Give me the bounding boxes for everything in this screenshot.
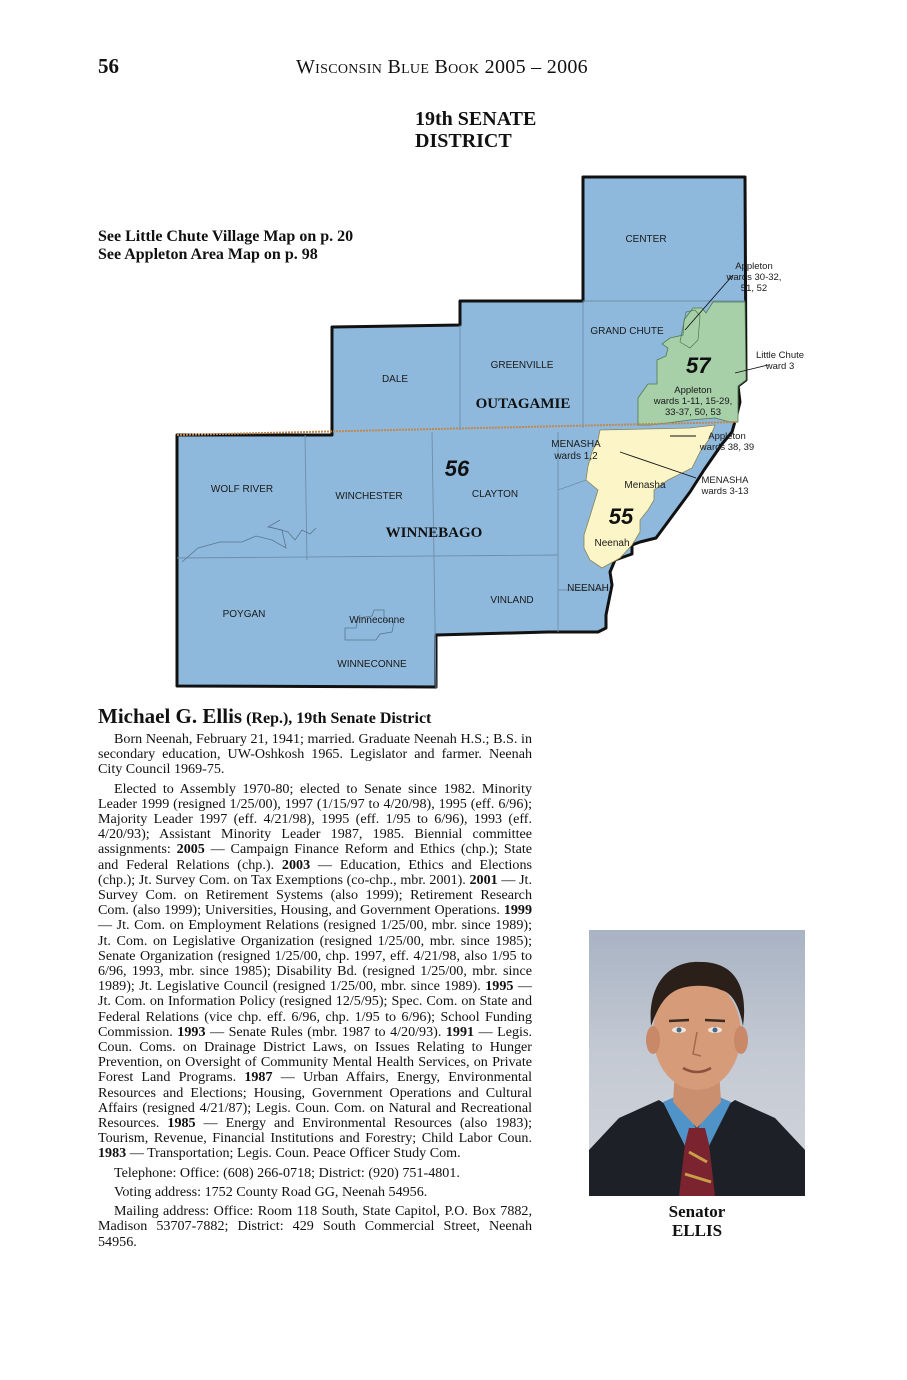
callout-appleton-1-line2: wards 1-11, 15-29, [653,396,733,407]
town-label-winneconne-village: Winneconne [349,615,405,626]
portrait-caption [589,1202,805,1240]
town-label-menasha-wards-line2: wards 1,2 [554,451,598,462]
county-label-outagamie: OUTAGAMIE [475,396,571,412]
portrait-caption-line1: Senator [668,1202,726,1221]
town-label-greenville: GREENVILLE [490,360,554,371]
callout-appleton-38-line2: wards 38, 39 [699,442,755,453]
town-label-poygan: POYGAN [222,609,266,620]
session-year: 2001 [469,871,498,888]
map-title-line2: DISTRICT [415,130,512,152]
callout-menasha-3-line1: MENASHA [701,475,749,486]
session-year: 1999 [503,902,532,919]
town-label-menasha-city: Menasha [624,480,666,491]
town-label-wolf-river: WOLF RIVER [210,484,274,495]
session-year: 1995 [485,978,514,995]
district-number-56: 56 [444,456,470,481]
map-reference-appleton: See Appleton Area Map on p. 98 [98,246,318,263]
bio-text: — Energy and Environmental Resources (also 1983); Tourism, Revenue, Financial Institutions and Forestry; Child Labor Coun. [98,1115,532,1147]
session-year: 1985 [167,1115,196,1132]
county-label-winnebago: WINNEBAGO [385,525,483,541]
session-year: 1983 [98,1145,127,1162]
bio-text: — Campaign Finance Reform and Ethics (chp.); State and Federal Relations (chp.). [98,841,532,873]
bio-text: Elected to Assembly 1970-80; elected to Senate since 1982. Minority Leader 1999 (resigned 1/25/00), 1997 (1/15/97 to 4/20/98), 1995 (eff. 6/96); Majority Leader 1997 (eff. 4/21/98), 1995 (eff. 1/95 to 6/96), 1993 (eff. 4/20/93); Assistant Minority Leader 1987, 1985. Biennial committee assignments: [98,780,532,858]
bio-text: — Jt. Com. on Information Policy (resigned 12/5/95); Spec. Com. on State and Federal Relations (vice chp. eff. 6/96, chp. 1/95 to 6/96); School Funding Commission. [98,978,533,1040]
running-title: Wisconsin Blue Book 2005 – 2006 [296,56,588,78]
map-title [415,108,536,152]
session-year: 2005 [176,841,205,858]
town-label-menasha-wards-line1: MENASHA [551,439,601,450]
portrait-caption-line2: ELLIS [671,1221,723,1240]
town-label-dale: DALE [381,374,409,385]
district-map [170,170,805,695]
senator-name: Michael G. Ellis [98,704,243,728]
town-label-grand-chute: GRAND CHUTE [590,326,664,337]
session-year: 1993 [177,1023,206,1040]
callout-appleton-1-line3: 33-37, 50, 53 [665,407,721,418]
district-number-55: 55 [608,504,634,529]
bio-legislative-paragraph [98,782,532,1162]
bio-text: — Legis. Coun. Coms. on Drainage District Laws, on Issues Relating to Hunger Prevention, on Oversight of Community Mental Health Services, on Private Forest Land Programs. [98,1023,532,1086]
senator-biography [98,704,532,1254]
callout-little-chute-line2: ward 3 [765,361,795,372]
callout-appleton-30-line3: 51, 52 [740,283,768,294]
callout-appleton-38-line1: Appleton [708,431,746,442]
bio-text: — Jt. Survey Com. on Retirement Systems (also 1999); Retirement Research Com. (also 1999); Universities, Housing, and Government Operations. [98,871,532,919]
callout-menasha-3-line2: wards 3-13 [701,486,749,497]
session-year: 1991 [445,1023,475,1040]
bio-voting-address: Voting address: 1752 County Road GG, Neenah 54956. [114,1183,428,1200]
map-reference-little-chute: See Little Chute Village Map on p. 20 [98,228,354,245]
town-label-neenah-town: NEENAH [567,583,609,594]
town-label-clayton: CLAYTON [471,489,519,500]
town-label-vinland: VINLAND [490,595,534,606]
district-map-svg [170,170,805,695]
callout-little-chute-line1: Little Chute [755,350,805,361]
bio-text: — Transportation; Legis. Coun. Peace Officer Study Com. [126,1145,461,1162]
district-number-57: 57 [686,353,711,378]
senator-affiliation: (Rep.), 19th Senate District [242,710,432,727]
town-label-center: CENTER [625,234,667,245]
session-year: 2003 [281,856,311,873]
page-number: 56 [98,54,119,78]
bio-personal-paragraph: Born Neenah, February 21, 1941; married. Graduate Neenah H.S.; B.S. in secondary education, UW-Oshkosh 1965. Legislator and farmer. Neenah City Council 1969-75. [98,731,532,778]
map-title-line1: 19th SENATE [415,108,537,130]
callout-appleton-30-line1: Appleton [735,261,773,272]
senator-portrait [589,930,805,1196]
bio-text: — Urban Affairs, Energy, Environmental Resources and Elections; Housing, Government Operations and Cultural Affairs (resigned 4/21/87); Legis. Coun. Com. on Natural and Recreational Resources. [98,1069,532,1132]
bio-text: — Education, Ethics and Elections (chp.); Jt. Survey Com. on Tax Exemptions (co-chp., mbr. 2001). [98,856,532,888]
session-year: 1987 [244,1069,273,1086]
town-label-winchester: WINCHESTER [335,491,403,502]
bio-mailing-address: Mailing address: Office: Room 118 South, State Capitol, P.O. Box 7882, Madison 53707-7882; District: 429 South Commercial Street, Neenah 54956. [98,1203,532,1250]
bio-heading [98,704,532,729]
bio-telephone: Telephone: Office: (608) 266-0718; District: (920) 751-4801. [114,1164,460,1181]
callout-appleton-30-line2: wards 30-32, [726,272,782,283]
town-label-neenah-city: Neenah [594,538,630,549]
callout-appleton-1-line1: Appleton [674,385,712,396]
bio-text: — Senate Rules (mbr. 1987 to 4/20/93). [205,1023,446,1040]
portrait-drawing [589,930,805,1196]
bio-text: — Jt. Com. on Employment Relations (resigned 1/25/00, mbr. since 1989); Jt. Com. on Legislative Organization (resigned 1/25/00, mbr. since 1985); Senate Organization (resigned 1/25/00, chp. 1997, eff. 4/21/98, also 1/95 to 6/96, 1993, mbr. since 1985); Disability Bd. (resigned 1/25/00, mbr. since 1989); Jt. Legislative Council (resigned 1/25/00, mbr. since 1989). [98,917,532,995]
town-label-winneconne-town: WINNECONNE [337,659,407,670]
